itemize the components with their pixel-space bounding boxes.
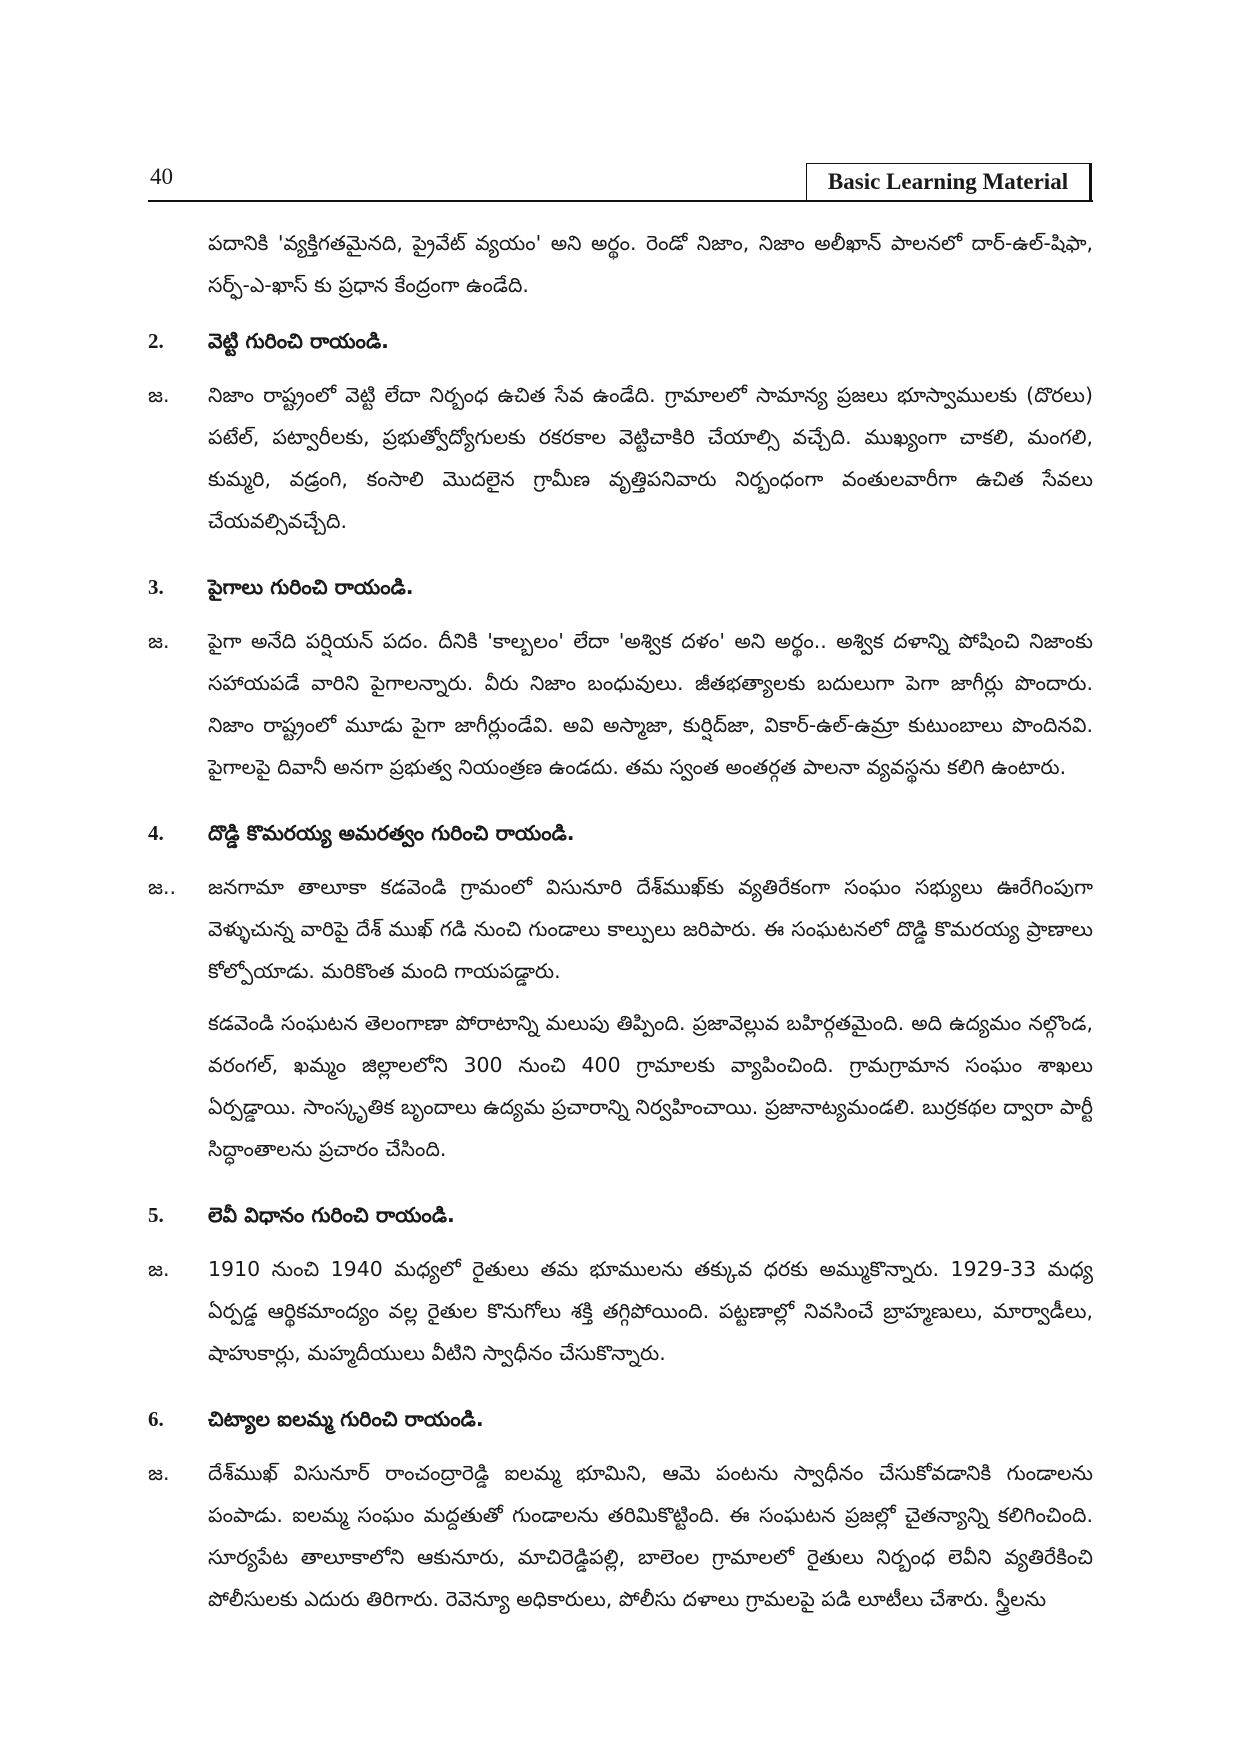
answer: [148, 866, 1093, 1180]
question: [148, 1398, 1093, 1440]
answer-marker: జ.: [148, 1461, 170, 1485]
question-text: దొడ్డి కొమరయ్య అమరత్వం గురించి రాయండి.: [208, 821, 575, 845]
answer-body: [208, 866, 1093, 1180]
answer: [148, 374, 1093, 552]
intro-paragraph: పదానికి 'వ్యక్తిగతమైనది, ప్రైవేట్ వ్యయం' అని అర్థం. రెండో నిజాం, నిజాం అలీఖాన్ పాలనలో దార్-ఉల్-షిఫా, సర్ఫ్-ఎ-ఖాస్ కు ప్రధాన కేంద్రంగా ఉండేది.: [208, 231, 1093, 297]
answer-body: [208, 1452, 1093, 1630]
question-number: 4.: [148, 821, 164, 845]
answer-paragraph: జనగామా తాలూకా కడవెండి గ్రామంలో విసునూరి దేశ్‌ముఖ్‌కు వ్యతిరేకంగా సంఘం సభ్యులు ఊరేగింపుగా వెళ్ళుచున్న వారిపై దేశ్ ముఖ్ గడి నుంచి గుండాలు కాల్పులు జరిపారు. ఈ సంఘటనలో దొడ్డి కొమరయ్య ప్రాణాలు కోల్పోయాడు. మరికొంత మంది గాయపడ్డారు.: [208, 875, 1093, 983]
header-title-box: [806, 163, 1092, 200]
answer-marker: జ..: [148, 875, 177, 899]
question-number: 6.: [148, 1407, 164, 1431]
qa-item-6: [148, 1398, 1093, 1630]
header-title: Basic Learning Material: [827, 169, 1069, 194]
qa-item-2: [148, 320, 1093, 552]
question-text: లెవీ విధానం గురించి రాయండి.: [208, 1203, 455, 1227]
header-rule: [148, 200, 1093, 202]
answer-body: [208, 620, 1093, 798]
answer-marker: జ.: [148, 629, 170, 653]
question-number: 5.: [148, 1203, 164, 1227]
answer-body: [208, 374, 1093, 552]
answer-paragraph: పైగా అనేది పర్షియన్ పదం. దీనికి 'కాల్బలం' లేదా 'అశ్విక దళం' అని అర్థం.. అశ్విక దళాన్ని పోషించి నిజాంకు సహాయపడే వారిని పైగాలన్నారు. వీరు నిజాం బంధువులు. జీతభత్యాలకు బదులుగా పెగా జాగీర్లు పొందారు. నిజాం రాష్ట్రంలో మూడు పైగా జాగీర్లుండేవి. అవి అస్మాజా, కుర్షిద్‌జా, వికార్-ఉల్-ఉమ్రా కుటుంబాలు పొందినవి. పైగాలపై దివానీ అనగా ప్రభుత్వ నియంత్రణ ఉండదు. తమ స్వంత అంతర్గత పాలనా వ్యవస్థను కలిగి ఉంటారు.: [208, 629, 1093, 779]
question-text: వెట్టి గురించి రాయండి.: [208, 329, 389, 353]
qa-item-4: [148, 812, 1093, 1180]
answer: [148, 1452, 1093, 1630]
question-text: చిట్యాల ఐలమ్మ గురించి రాయండి.: [208, 1407, 484, 1431]
answer-paragraph: దేశ్‌ముఖ్ విసునూర్ రాంచంద్రారెడ్డి ఐలమ్మ భూమిని, ఆమె పంటను స్వాధీనం చేసుకోవడానికి గుండాలను పంపాడు. ఐలమ్మ సంఘం మద్దతుతో గుండాలను తరిమికొట్టింది. ఈ సంఘటన ప్రజల్లో చైతన్యాన్ని కలిగించింది. సూర్యపేట తాలూకాలోని ఆకునూరు, మాచిరెడ్డిపల్లి, బాలెంల గ్రామాలలో రైతులు నిర్బంధ లెవీని వ్యతిరేకించి పోలీసులకు ఎదురు తిరిగారు. రెవెన్యూ అధికారులు, పోలీసు దళాలు గ్రామలపై పడి లూటీలు చేశారు. స్త్రీలను: [208, 1461, 1093, 1611]
answer: [148, 620, 1093, 798]
question-number: 2.: [148, 329, 164, 353]
question-number: 3.: [148, 575, 164, 599]
answer-paragraph: కడవెండి సంఘటన తెలంగాణా పోరాటాన్ని మలుపు తిప్పింది. ప్రజావెల్లువ బహిర్గతమైంది. అది ఉద్యమం నల్గొండ, వరంగల్, ఖమ్మం జిల్లాలలోని 300 నుంచి 400 గ్రామాలకు వ్యాపించింది. గ్రామగ్రామాన సంఘం శాఖలు ఏర్పడ్డాయి. సాంస్కృతిక బృందాలు ఉద్యమ ప్రచారాన్ని నిర్వహించాయి. ప్రజానాట్యమండలి. బుర్రకథల ద్వారా పార్టీ సిద్ధాంతాలను ప్రచారం చేసింది.: [208, 1011, 1093, 1161]
question-text: పైగాలు గురించి రాయండి.: [208, 575, 414, 599]
question: [148, 812, 1093, 854]
qa-item-5: [148, 1194, 1093, 1384]
answer-marker: జ.: [148, 1257, 170, 1281]
question: [148, 320, 1093, 362]
answer-marker: జ.: [148, 383, 170, 407]
question: [148, 1194, 1093, 1236]
answer-paragraph: 1910 నుంచి 1940 మధ్యలో రైతులు తమ భూములను తక్కువ ధరకు అమ్ముకొన్నారు. 1929-33 మధ్య ఏర్పడ్డ ఆర్థికమాంద్యం వల్ల రైతుల కొనుగోలు శక్తి తగ్గిపోయింది. పట్టణాల్లో నివసించే బ్రాహ్మణులు, మార్వాడీలు, షాహుకార్లు, మహ్మదీయులు వీటిని స్వాధీనం చేసుకొన్నారు.: [208, 1257, 1093, 1365]
question: [148, 566, 1093, 608]
answer: [148, 1248, 1093, 1384]
page-number: 40: [150, 164, 173, 189]
answer-paragraph: నిజాం రాష్ట్రంలో వెట్టి లేదా నిర్బంధ ఉచిత సేవ ఉండేది. గ్రామాలలో సామాన్య ప్రజలు భూస్వాములకు (దొరలు) పటేల్, పట్వారీలకు, ప్రభుత్వోద్యోగులకు రకరకాల వెట్టిచాకిరి చేయాల్సి వచ్చేది. ముఖ్యంగా చాకలి, మంగలి, కుమ్మరి, వడ్రంగి, కంసాలి మొదలైన గ్రామీణ వృత్తిపనివారు నిర్బంధంగా వంతులవారీగా ఉచిత సేవలు చేయవల్సివచ్చేది.: [208, 383, 1093, 533]
answer-body: [208, 1248, 1093, 1384]
qa-item-3: [148, 566, 1093, 798]
page-content: [148, 222, 1093, 1644]
